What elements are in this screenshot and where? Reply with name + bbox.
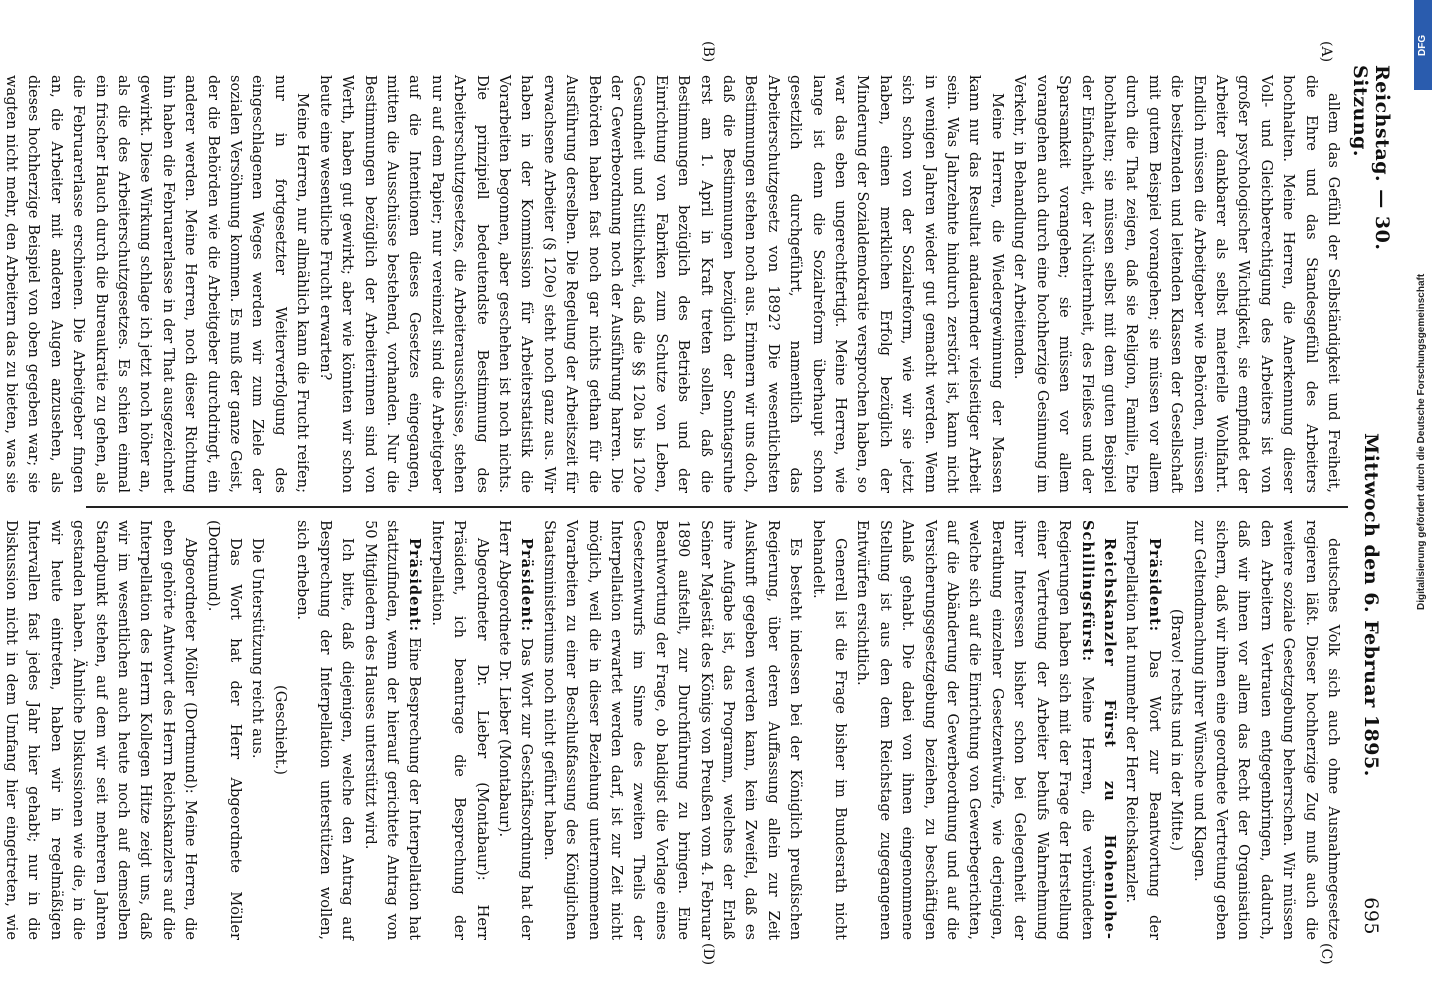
speaker-paragraph	[1120, 520, 1165, 940]
stage-direction: (Geschieht.)	[271, 685, 289, 775]
speaker-paragraph	[0, 520, 201, 940]
left-column	[3, 75, 1344, 493]
dfg-logo: DFG	[1414, 0, 1432, 90]
column-divider	[86, 506, 1348, 508]
page-header	[1349, 65, 1393, 935]
speaker-label: Präsident:	[406, 538, 424, 633]
speech-text: Abgeordneter Möller (Dortmund): Meine Herren, die eben gehörte Antwort des Herrn Reichskanzlers auf die Interpellation des Herrn Kollegen Hitze zeigt uns, daß wir im wesentlichen auch heute noch auf demselben Standpunkt stehen, auf dem wir seit mehreren Jahren gestanden haben. Ähnliche Diskussionen wie die, in die wir heute eintreten, haben wir in regelmäßigen Intervallen fast jedes Jahr hier gehabt; nur in die Diskussion nicht in dem Umfang hier eingetreten, wie	[3, 520, 200, 940]
speaker-label: Präsident:	[518, 538, 536, 633]
margin-marker-b: (B)	[700, 41, 716, 63]
right-column	[3, 520, 1344, 940]
speaker-label: Reichskanzler Fürst zu Hohenlohe-Schillingsfürst:	[1078, 520, 1118, 940]
left-paragraph: Meine Herren, nur allmählich kann die Frucht reifen; nur in fortgesetzter Weiterverfolgung des eingeschlagenen Weges werden wir zum Ziele der sozialen Versöhnung kommen. Es muß der ganze Geist, der die Behörden wie die Arbeitgeber durchdringt, ein anderer werden. Meine Herren, noch dieser Richtung hin haben die Februarerlasse in der That ausgezeichnet gewirkt. Diese Wirkung schlage ich jetzt noch höher an, als die des Arbeiterschutzgesetzes. Es schien einmal ein frischer Hauch durch die Bureaukratie zu gehen, als die Februarerlasse erschienen. Die Arbeitgeber fingen an, die Arbeiter mit anderen Augen anzusehen, als dieses hochherzige Beispiel von oben gegeben war; sie wagten nicht mehr, den Arbeitern das zu bieten, was sie	[3, 75, 312, 493]
margin-marker-a: (A)	[1318, 41, 1334, 63]
left-paragraph: Meine Herren, die Wiedergewinnung der Massen kann nur das Resultat andauernder vielseitiger Arbeit sein. Was Jahrzehnte hindurch zerstört ist, kann nicht in wenigen Jahren wieder gut gemacht werden. Wenn sich schon von der Sozialreform, wie wir sie jetzt haben, einen merklichen Erfolg bezüglich der Minderung der Sozialdemokratie versprochen haben, so war das eben ungerechtfertigt. Meine Herren, wie lange ist denn die Sozialreform überhaupt schon gesetzlich durchgeführt, namentlich das Arbeiterschutzgesetz von 1892? Die wesentlichsten Bestimmungen stehen noch aus. Erinnern wir uns doch, daß die Bestimmungen bezüglich der Sonntagsruhe erst am 1. April in Kraft treten sollen, daß die Bestimmungen bezüglich des Betriebs und der Einrichtung von Fabriken zum Schutze von Leben, Gesundheit und Sittlichkeit, daß die §§ 120a bis 120e der Gewerbeordnung noch der Ausführung harren. Die Behörden haben fast noch gar nichts gethan für die Ausführung derselben. Die Regelung der Arbeitszeit für erwachsene Arbeiter (§ 120e) steht noch ganz aus. Wir haben in der Kommission für Arbeiterstatistik die Vorarbeiten begonnen, aber geschehen ist noch nichts. Die prinzipiell bedeutendste Bestimmung des Arbeiterschutzgesetzes, die Arbeiterausschüsse, stehen nur auf dem Papier; nur vereinzelt sind die Arbeitgeber auf die Intentionen dieses Gesetzes eingegangen, mitten die Ausschüsse bestehend, vorhanden. Nur die Bestimmungen bezüglich der Arbeiterinnen sind von Werth, haben gut gewirkt; aber wie könnten wir schon heute eine wesentliche Frucht erwarten?	[316, 75, 1006, 493]
right-paragraph: Es besteht indessen bei der Königlich preußischen Regierung, über deren Auffassung allein zur Zeit Auskunft gegeben werden kann, kein Zweifel, daß es ihre Aufgabe ist, das Programm, welches der Erlaß Seiner Majestät des Königs von Preußen vom 4. Februar 1890 aufstellt, zur Durchführung zu bringen. Eine Beantwortung der Frage, ob baldigst die Vorlage eines Gesetzentwurfs im Sinne des zweiten Theils der Interpellation erwartet werden darf, ist zur Zeit nicht möglich, weil die in dieser Beziehung unternommenen Vorarbeiten zu einer Beschlußfassung des Königlichen Staatsministeriums noch nicht geführt haben.	[540, 520, 805, 940]
speaker-paragraph	[425, 520, 492, 940]
header-left: Reichstag. — 30. Sitzung.	[1349, 65, 1393, 251]
speaker-paragraph	[851, 520, 1120, 940]
right-paragraph: Die Unterstützung reicht aus.	[249, 538, 267, 759]
speech-text: Das Wort zur Beantwortung der Interpellation hat nunmehr der Herr Reichskanzler.	[1123, 520, 1163, 940]
right-paragraph: deutsches Volk sich auch ohne Ausnahmegesetze regieren läßt. Dieser hochherzige Zug muß auch die weitere soziale Gesetzgebung beherrschen. Wir müssen den Arbeitern Vertrauen entgegenbringen, dadurch, daß wir ihnen vor allem das Recht der Organisation sichern, daß wir ihnen eine geordnete Vertretung geben zur Geltendmachung ihrer Wünsche und Klagen.	[1190, 520, 1342, 940]
speech-text: Eine Besprechung der Interpellation hat stattzufinden, wenn der hierauf gerichtete Antrag von 50 Mitgliedern des Hauses unterstützt wird.	[361, 520, 424, 940]
right-paragraph: Ich bitte, daß diejenigen, welche den Antrag auf Besprechung der Interpellation unterstützen wollen, sich erheben.	[294, 520, 357, 940]
margin-marker-d: (D)	[700, 943, 716, 966]
left-paragraph: allem das Gefühl der Selbständigkeit und Freiheit, die Ehre und das Standesgefühl des Arbeiters hochhalten. Meine Herren, die Anerkennung dieser Voll- und Gleichberechtigung des Arbeiters ist von großer psychologischer Wichtigkeit, sie empfindet der Arbeiter dankbarer als selbst materielle Wohlfahrt. Endlich müssen die Arbeitgeber wie Behörden, müssen die besitzenden und leitenden Klassen der Gesellschaft mit gutem Beispiel vorangehen; sie müssen vor allem durch die That zeigen, daß sie Religion, Familie, Ehe hochhalten; sie müssen selbst mit dem guten Beispiel der Einfachheit, der Nüchternheit, des Fleißes und der Sparsamkeit vorangehen; sie müssen vor allem vorangehen auch durch eine hochherzige Gesinnung im Verkehr, in Behandlung der Arbeitenden.	[1011, 75, 1342, 493]
right-paragraph: Das Wort hat der Herr Abgeordnete Möller (Dortmund).	[204, 520, 245, 940]
speech-text: Das Wort zur Geschäftsordnung hat der Herr Abgeordnete Dr. Lieber (Montabaur).	[495, 520, 536, 940]
dfg-credit-text: Digitalisierung gefördert durch die Deutsche Forschungsgemeinschaft	[1416, 273, 1427, 610]
speech-text: Meine Herren, die verbündeten Regierungen haben sich mit der Frage der Herstellung einer Vertretung der Arbeiter behufs Wahrnehmung ihrer Interessen bisher schon bei Gelegenheit der Berathung einzelner Gesetzentwürfe, wie derjenigen, welche sich auf die Einrichtung von Gewerbegerichten, auf die Abänderung der Gewerbeordnung und auf die Versicherungsgesetzgebung beziehen, zu beschäftigen Anlaß gehabt. Die dabei von ihnen eingenommene Stellung ist aus den dem Reichstage zugegangenen Entwürfen ersichtlich.	[854, 520, 1096, 940]
newspaper-page	[3, 25, 1406, 975]
margin-marker-c: (C)	[1318, 943, 1334, 965]
stage-direction: (Bravo! rechts und in der Mitte.)	[1168, 608, 1186, 852]
speaker-paragraph	[358, 520, 425, 940]
speaker-paragraph	[493, 520, 538, 940]
speech-text: Abgeordneter Dr. Lieber (Montabaur): Herr Präsident, ich beantrage die Besprechung der Interpellation.	[428, 520, 491, 940]
header-date: Mittwoch den 6. Februar 1895.	[1360, 433, 1382, 777]
page-number: 695	[1360, 897, 1382, 935]
speaker-label: Präsident:	[1145, 538, 1163, 633]
right-paragraph: Generell ist die Frage bisher im Bundesrath nicht behandelt.	[809, 520, 850, 940]
